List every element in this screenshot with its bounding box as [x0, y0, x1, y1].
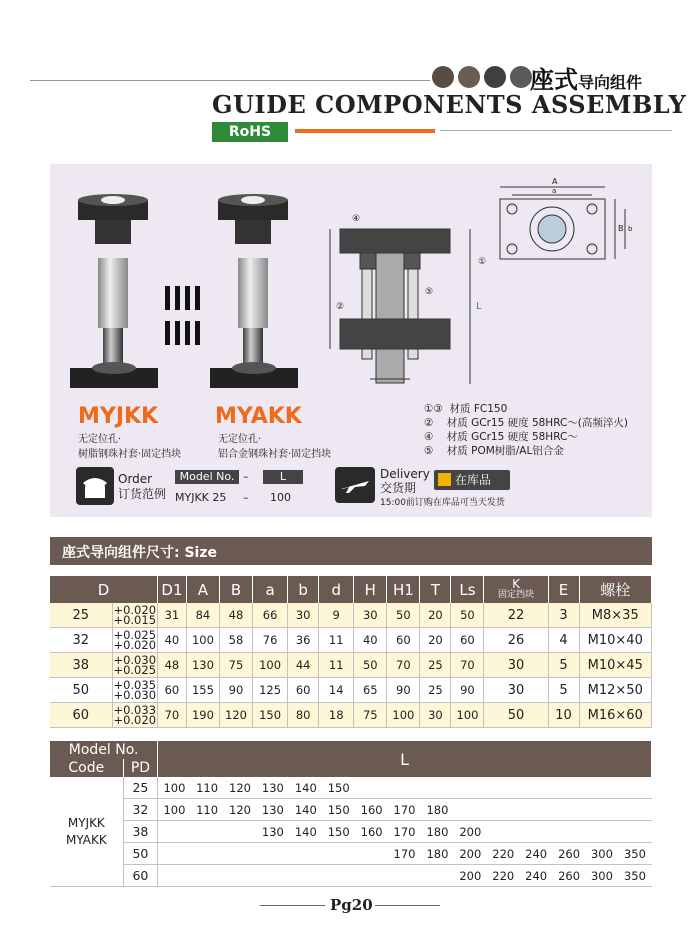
order-L-header: L — [263, 470, 303, 484]
cell-tolerance — [112, 703, 157, 728]
cell-D: 32 — [50, 628, 112, 653]
cell-H1: 70 — [387, 653, 420, 678]
cell-L: 240 — [520, 843, 553, 865]
cell-bolt: M8×35 — [579, 603, 651, 628]
cell-L — [388, 865, 421, 887]
cell-L — [355, 865, 388, 887]
tol-upper: +0.035 — [113, 678, 157, 692]
dim-L-label: L — [476, 301, 482, 312]
product-code-right: MYAKK — [215, 404, 302, 429]
material-row — [424, 444, 628, 458]
footer-rule-right — [375, 905, 440, 906]
cell-H: 65 — [354, 678, 387, 703]
order-model-value: MYJKK 25 — [175, 491, 227, 504]
cell-Ls: 60 — [451, 628, 484, 653]
cell-L: 110 — [191, 799, 224, 821]
material-text: 材质 GCr15 硬度 58HRC～(高频淬火) — [446, 417, 628, 429]
product-desc-left-2: 树脂钢珠衬套·固定挡块 — [78, 449, 182, 460]
cell-L: 220 — [487, 865, 520, 887]
accent-bar — [295, 129, 435, 133]
cell-H: 30 — [354, 603, 387, 628]
size-table-row — [50, 628, 652, 653]
dim-b-label: b — [628, 225, 633, 233]
product-code-left: MYJKK — [78, 404, 159, 429]
cell-code — [50, 777, 123, 887]
col-a: a — [253, 576, 288, 603]
cell-L: 260 — [553, 843, 586, 865]
cell-D1: 60 — [157, 678, 186, 703]
cell-L: 160 — [355, 821, 388, 843]
cell-L: 200 — [454, 821, 487, 843]
cell-L: 120 — [224, 799, 257, 821]
cell-L: 120 — [224, 777, 257, 799]
cell-B: 48 — [219, 603, 252, 628]
length-table — [50, 741, 652, 887]
cell-D: 60 — [50, 703, 112, 728]
delivery-note: 15:00前订购在库品可当天发货 — [380, 498, 505, 508]
cell-bolt: M16×60 — [579, 703, 651, 728]
cell-L: 300 — [586, 843, 619, 865]
cell-K: 30 — [484, 653, 548, 678]
cell-L — [191, 821, 224, 843]
cell-pd: 50 — [123, 843, 158, 865]
size-table-row — [50, 653, 652, 678]
col-T: T — [420, 576, 451, 603]
order-dash-2: – — [243, 491, 249, 504]
dim-B-label: B — [618, 224, 624, 233]
size-table-header — [50, 576, 652, 603]
cell-L — [520, 799, 553, 821]
col-E: E — [548, 576, 579, 603]
cell-pd: 32 — [123, 799, 158, 821]
materials-list — [424, 402, 628, 458]
length-table-row — [50, 777, 652, 799]
order-dash: – — [243, 470, 249, 483]
cell-A: 100 — [186, 628, 219, 653]
phone-icon — [76, 467, 114, 505]
code-value: MYJKK — [67, 815, 105, 830]
cell-L: 100 — [158, 777, 191, 799]
cell-K: 26 — [484, 628, 548, 653]
cell-L — [454, 799, 487, 821]
cell-H1: 60 — [387, 628, 420, 653]
cell-L — [586, 799, 619, 821]
tol-upper: +0.020 — [113, 603, 157, 617]
cell-d: 18 — [319, 703, 354, 728]
length-table-header-1 — [50, 741, 652, 759]
cell-T: 20 — [420, 603, 451, 628]
cell-L: 260 — [553, 865, 586, 887]
cell-T: 30 — [420, 703, 451, 728]
cell-L — [454, 777, 487, 799]
cell-Ls: 100 — [451, 703, 484, 728]
col-D: D — [50, 576, 157, 603]
material-text: 材质 FC150 — [449, 403, 508, 415]
technical-drawing — [300, 169, 645, 394]
material-row — [424, 416, 628, 430]
col-Ls: Ls — [451, 576, 484, 603]
size-table — [50, 576, 652, 728]
cell-L: 130 — [256, 799, 289, 821]
col-K-sub: 固定挡块 — [497, 589, 534, 600]
tol-lower: +0.030 — [113, 688, 157, 702]
size-section-title: 座式导向组件尺寸: Size — [62, 545, 217, 561]
cell-L — [256, 843, 289, 865]
cell-L: 170 — [388, 821, 421, 843]
cell-L: 140 — [289, 799, 322, 821]
cell-L — [520, 777, 553, 799]
order-label — [118, 472, 166, 502]
col-D1: D1 — [157, 576, 186, 603]
cell-L — [421, 865, 454, 887]
col-pd: PD — [123, 759, 158, 777]
dim-A-label: A — [552, 177, 558, 186]
cell-L: 180 — [421, 821, 454, 843]
cell-L — [520, 821, 553, 843]
col-H: H — [354, 576, 387, 603]
cell-bolt: M10×45 — [579, 653, 651, 678]
length-table-row — [50, 843, 652, 865]
col-A: A — [186, 576, 219, 603]
cell-L — [618, 821, 651, 843]
cell-pd: 25 — [123, 777, 158, 799]
cell-A: 84 — [186, 603, 219, 628]
material-text: 材质 POM树脂/AL铝合金 — [446, 445, 564, 457]
cell-D1: 31 — [157, 603, 186, 628]
tol-upper: +0.033 — [113, 703, 157, 717]
cell-L — [586, 821, 619, 843]
col-K-label: K — [512, 576, 520, 591]
header-dots — [432, 66, 532, 88]
col-model-no: Model No. — [50, 741, 158, 759]
cell-L — [487, 799, 520, 821]
stock-badge — [434, 470, 510, 490]
cell-D: 50 — [50, 678, 112, 703]
material-num: ② — [424, 417, 434, 429]
cell-A: 130 — [186, 653, 219, 678]
cell-E: 5 — [548, 653, 579, 678]
cell-T: 25 — [420, 653, 451, 678]
cell-L: 110 — [191, 777, 224, 799]
cell-L: 140 — [289, 777, 322, 799]
cell-L: 100 — [158, 799, 191, 821]
cell-d: 11 — [319, 653, 354, 678]
material-num: ④ — [424, 431, 434, 443]
dot-2 — [458, 66, 480, 88]
cell-L — [355, 843, 388, 865]
cell-L: 350 — [618, 865, 651, 887]
cell-pd: 38 — [123, 821, 158, 843]
cell-L — [586, 777, 619, 799]
cell-b: 36 — [288, 628, 319, 653]
cell-L — [388, 777, 421, 799]
col-L: L — [158, 741, 652, 777]
length-table-row — [50, 799, 652, 821]
cell-L — [487, 777, 520, 799]
cell-L: 170 — [388, 799, 421, 821]
page-number: Pg20 — [330, 896, 373, 914]
cell-bolt: M10×40 — [579, 628, 651, 653]
cell-L: 150 — [322, 799, 355, 821]
cell-H1: 100 — [387, 703, 420, 728]
code-value: MYAKK — [65, 832, 107, 847]
delivery-label — [380, 467, 430, 495]
stock-icon — [438, 473, 451, 486]
cell-E: 5 — [548, 678, 579, 703]
order-model-header: Model No. — [175, 470, 239, 484]
cell-Ls: 90 — [451, 678, 484, 703]
dot-1 — [432, 66, 454, 88]
cell-A: 155 — [186, 678, 219, 703]
product-desc-left — [78, 432, 181, 462]
cell-T: 20 — [420, 628, 451, 653]
material-row — [424, 430, 628, 444]
dim-a-label: a — [552, 187, 557, 195]
cell-K: 50 — [484, 703, 548, 728]
cell-L: 170 — [388, 843, 421, 865]
cell-L: 130 — [256, 777, 289, 799]
dot-3 — [484, 66, 506, 88]
header-rule-2 — [440, 130, 672, 131]
cell-L: 200 — [454, 865, 487, 887]
myjkk-product-image — [70, 194, 158, 388]
cn-title-main: 座式 — [530, 66, 578, 94]
tol-lower: +0.020 — [113, 713, 157, 727]
size-table-row — [50, 703, 652, 728]
cell-L — [553, 821, 586, 843]
col-K — [484, 576, 548, 603]
callout-5: ⑤ — [425, 287, 434, 297]
cell-E: 3 — [548, 603, 579, 628]
cell-b: 44 — [288, 653, 319, 678]
cell-b: 60 — [288, 678, 319, 703]
cell-L: 150 — [322, 777, 355, 799]
order-title-cn: 订货范例 — [118, 487, 167, 501]
cell-B: 90 — [219, 678, 252, 703]
order-title: Order — [118, 472, 153, 486]
cell-tolerance — [112, 603, 157, 628]
size-section-header — [50, 537, 652, 565]
dot-4 — [510, 66, 532, 88]
cell-L: 160 — [355, 799, 388, 821]
cell-L: 180 — [421, 799, 454, 821]
cell-L — [553, 777, 586, 799]
callout-2: ② — [336, 302, 345, 312]
cell-D1: 40 — [157, 628, 186, 653]
myakk-product-image — [210, 194, 298, 388]
cell-L — [158, 865, 191, 887]
cell-L — [322, 843, 355, 865]
cell-bolt: M12×50 — [579, 678, 651, 703]
material-row — [424, 402, 628, 416]
length-table-row — [50, 821, 652, 843]
cell-K: 22 — [484, 603, 548, 628]
tol-lower: +0.025 — [113, 663, 157, 677]
cell-D: 25 — [50, 603, 112, 628]
cell-d: 9 — [319, 603, 354, 628]
order-L-value: 100 — [270, 491, 291, 504]
col-code: Code — [50, 759, 123, 777]
size-table-row — [50, 603, 652, 628]
cell-L — [224, 865, 257, 887]
cell-a: 150 — [253, 703, 288, 728]
stock-badge-label: 在库品 — [455, 473, 492, 487]
cell-L: 200 — [454, 843, 487, 865]
delivery-title: Delivery — [380, 467, 430, 481]
cell-D1: 70 — [157, 703, 186, 728]
tol-lower: +0.015 — [113, 613, 157, 627]
cell-E: 4 — [548, 628, 579, 653]
cell-L — [191, 843, 224, 865]
cell-L — [553, 799, 586, 821]
cell-L — [158, 843, 191, 865]
cell-L: 130 — [256, 821, 289, 843]
col-bolt: 螺栓 — [579, 576, 651, 603]
cell-L: 150 — [322, 821, 355, 843]
cell-tolerance — [112, 628, 157, 653]
cell-L — [421, 777, 454, 799]
cell-L — [487, 821, 520, 843]
cell-L — [322, 865, 355, 887]
material-num: ①③ — [424, 403, 443, 415]
col-B: B — [219, 576, 252, 603]
cell-L: 240 — [520, 865, 553, 887]
cell-E: 10 — [548, 703, 579, 728]
cell-L — [355, 777, 388, 799]
cell-K: 30 — [484, 678, 548, 703]
product-desc-right — [218, 432, 331, 462]
size-table-row — [50, 678, 652, 703]
cell-L — [158, 821, 191, 843]
cell-L — [224, 821, 257, 843]
airplane-icon — [335, 467, 375, 503]
cell-L — [618, 799, 651, 821]
material-text: 材质 GCr15 硬度 58HRC～ — [446, 431, 578, 443]
callout-1: ① — [478, 257, 487, 267]
cell-Ls: 70 — [451, 653, 484, 678]
col-b: b — [288, 576, 319, 603]
material-num: ⑤ — [424, 445, 434, 457]
cell-B: 75 — [219, 653, 252, 678]
cell-Ls: 50 — [451, 603, 484, 628]
cell-tolerance — [112, 653, 157, 678]
col-d: d — [319, 576, 354, 603]
cell-pd: 60 — [123, 865, 158, 887]
cell-tolerance — [112, 678, 157, 703]
product-desc-right-1: 无定位孔· — [218, 434, 262, 445]
header-rule — [30, 80, 430, 81]
tol-upper: +0.025 — [113, 628, 157, 642]
col-H1: H1 — [387, 576, 420, 603]
cell-B: 120 — [219, 703, 252, 728]
cell-L: 350 — [618, 843, 651, 865]
cell-L — [289, 865, 322, 887]
cell-L — [618, 777, 651, 799]
length-table-row — [50, 865, 652, 887]
cn-title-sub: 导向组件 — [578, 73, 643, 92]
cell-H1: 50 — [387, 603, 420, 628]
cell-b: 80 — [288, 703, 319, 728]
product-desc-left-1: 无定位孔· — [78, 434, 122, 445]
product-panel — [50, 164, 652, 517]
cell-L: 180 — [421, 843, 454, 865]
callout-4: ④ — [352, 214, 361, 224]
tol-lower: +0.020 — [113, 638, 157, 652]
product-illustration — [60, 186, 310, 404]
cell-B: 58 — [219, 628, 252, 653]
cell-a: 100 — [253, 653, 288, 678]
cell-T: 25 — [420, 678, 451, 703]
cell-a: 125 — [253, 678, 288, 703]
cell-d: 14 — [319, 678, 354, 703]
cell-L — [191, 865, 224, 887]
delivery-title-cn: 交货期 — [380, 481, 417, 495]
cell-H: 40 — [354, 628, 387, 653]
footer-rule-left — [260, 905, 325, 906]
cell-b: 30 — [288, 603, 319, 628]
rohs-badge: RoHS — [212, 122, 288, 142]
cell-H: 75 — [354, 703, 387, 728]
cell-L: 220 — [487, 843, 520, 865]
cell-L — [224, 843, 257, 865]
cell-H: 50 — [354, 653, 387, 678]
cell-a: 66 — [253, 603, 288, 628]
cell-A: 190 — [186, 703, 219, 728]
cell-D1: 48 — [157, 653, 186, 678]
cell-D: 38 — [50, 653, 112, 678]
tol-upper: +0.030 — [113, 653, 157, 667]
cell-H1: 90 — [387, 678, 420, 703]
cell-L — [256, 865, 289, 887]
cell-a: 76 — [253, 628, 288, 653]
cell-L: 300 — [586, 865, 619, 887]
product-desc-right-2: 铝合金钢珠衬套·固定挡块 — [218, 449, 332, 460]
cell-L — [289, 843, 322, 865]
cell-L: 140 — [289, 821, 322, 843]
page-title: GUIDE COMPONENTS ASSEMBLY — [212, 90, 687, 119]
cell-d: 11 — [319, 628, 354, 653]
bolts-image — [165, 286, 200, 345]
